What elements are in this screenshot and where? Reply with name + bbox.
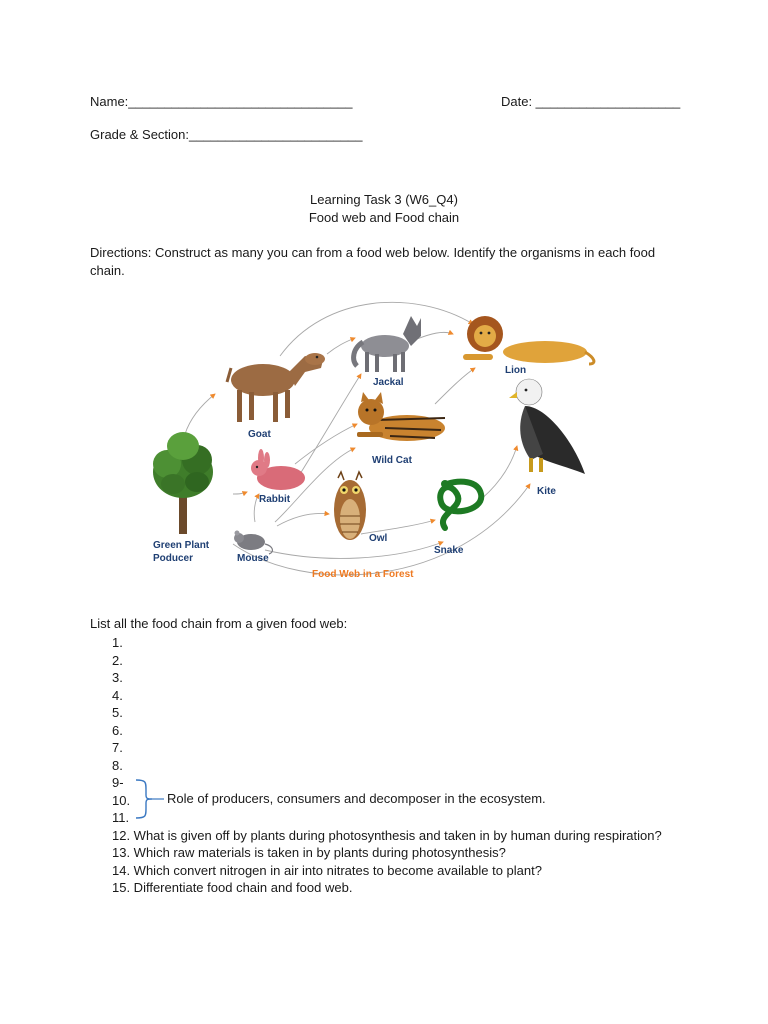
list-item[interactable]: 11. — [112, 810, 130, 825]
goat-icon — [227, 353, 325, 422]
list-item[interactable]: 5. — [112, 705, 123, 720]
list-item[interactable]: 4. — [112, 687, 123, 703]
label-wild-cat: Wild Cat — [372, 455, 412, 466]
name-field[interactable]: Name:_______________________________ — [90, 94, 353, 109]
label-kite: Kite — [537, 486, 556, 497]
rabbit-icon — [251, 449, 305, 490]
list-item: 15. Differentiate food chain and food web. — [112, 880, 353, 895]
food-web-figure — [145, 294, 605, 586]
label-lion: Lion — [505, 365, 527, 376]
list-item: 12. What is given off by plants during photosynthesis and taken in by human during respiration? — [112, 827, 662, 843]
label-mouse: Mouse — [237, 553, 269, 564]
list-item[interactable]: 6. — [112, 722, 123, 738]
kite-icon — [509, 379, 585, 474]
label-green-plant: Green Plant — [153, 540, 210, 551]
label-snake: Snake — [434, 545, 464, 556]
jackal-icon — [354, 316, 421, 372]
list-item[interactable]: 9- — [112, 775, 124, 790]
directions-text: Directions: Construct as many you can from a food web below. Identify the organisms in each food — [90, 245, 656, 260]
owl-icon — [334, 472, 366, 540]
list-item[interactable]: 8. — [112, 757, 123, 773]
bracket-icon — [134, 778, 164, 820]
snake-icon — [440, 480, 481, 528]
list-item: 14. Which convert nitrogen in air into nitrates to become available to plant? — [112, 862, 542, 878]
list-item: 13. Which raw materials is taken in by plants during photosynthesis? — [112, 845, 506, 860]
label-jackal: Jackal — [373, 377, 404, 388]
directions-text-cont: chain. — [90, 263, 125, 278]
grade-section-field[interactable]: Grade & Section:________________________ — [90, 127, 363, 142]
label-owl: Owl — [369, 533, 388, 544]
list-item[interactable]: 1. — [112, 635, 123, 650]
date-field[interactable]: Date: ____________________ — [501, 94, 681, 109]
list-item[interactable]: 2. — [112, 652, 123, 668]
list-heading: List all the food chain from a given food web: — [90, 616, 348, 631]
list-item[interactable]: 10. — [112, 792, 131, 808]
question-list — [112, 634, 662, 897]
task-subtitle: Food web and Food chain — [308, 210, 460, 225]
wild-cat-icon — [357, 392, 445, 441]
label-producer: Poducer — [153, 553, 194, 564]
label-rabbit: Rabbit — [259, 494, 291, 505]
figure-caption: Food Web in a Forest — [312, 569, 414, 580]
tree-icon — [153, 432, 213, 534]
list-item[interactable]: 7. — [112, 740, 123, 755]
list-item[interactable]: 3. — [112, 670, 123, 685]
task-title: Learning Task 3 (W6_Q4) — [310, 192, 458, 207]
label-goat: Goat — [248, 429, 271, 440]
lion-icon — [463, 316, 594, 364]
bracket-note: Role of producers, consumers and decomposer in the ecosystem. — [167, 791, 546, 806]
